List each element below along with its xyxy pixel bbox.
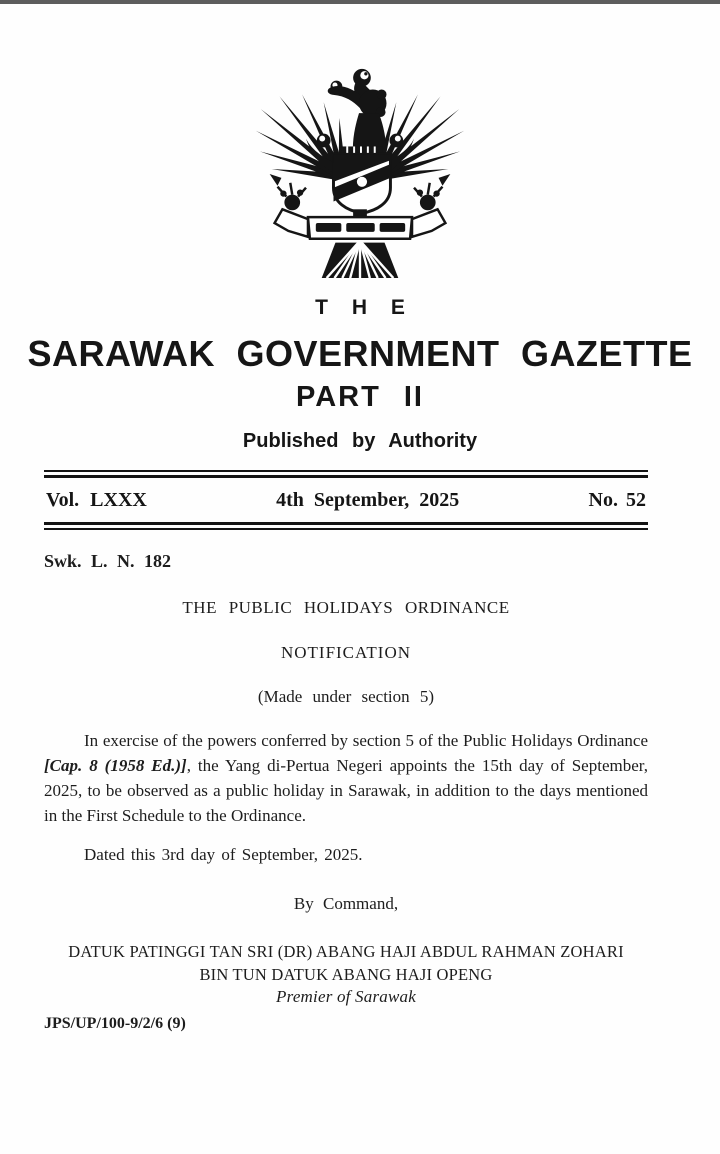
notice-paragraph: [44, 728, 648, 828]
sarawak-coat-of-arms-icon: [237, 62, 483, 280]
issue-volume: Vol. LXXX: [46, 489, 147, 511]
photo-top-edge: [0, 0, 720, 4]
tail-fan: [322, 241, 399, 278]
masthead-published: Published by Authority: [242, 430, 478, 452]
signatory-title: Premier of Sarawak: [276, 987, 416, 1006]
by-command-line: By Command,: [293, 894, 399, 913]
dated-line: Dated this 3rd day of September, 2025.: [84, 845, 363, 864]
file-reference: JPS/UP/100-9/2/6 (9): [44, 1015, 186, 1032]
issue-number: No. 52: [588, 489, 646, 511]
notice-ref: Swk. L. N. 182: [44, 551, 172, 571]
made-under-section: (Made under section 5): [257, 687, 435, 706]
double-rule-bottom: [44, 522, 648, 530]
issue-row: [44, 478, 648, 522]
shield: [333, 154, 390, 219]
issue-date: 4th September, 2025: [276, 489, 460, 511]
hornbill-head: [328, 69, 387, 154]
signatory-name: [44, 940, 648, 1008]
double-rule-top: [44, 470, 648, 478]
masthead-the: T H E: [315, 296, 414, 319]
issue-band: [44, 470, 648, 530]
cap-reference: [Cap. 8 (1958 Ed.)]: [44, 756, 187, 775]
signatory-name-line2: BIN TUN DATUK ABANG HAJI OPENG: [199, 965, 493, 984]
masthead-title: SARAWAK GOVERNMENT GAZETTE: [27, 333, 693, 374]
masthead-part: PART II: [296, 381, 424, 413]
paragraph-text-1: In exercise of the powers conferred by section 5 of the Public Holidays Ordinance: [84, 731, 648, 750]
ordinance-title: THE PUBLIC HOLIDAYS ORDINANCE: [182, 598, 510, 617]
notice-body: [44, 551, 648, 1033]
paragraph-text-2: , the Yang di-Pertua Negeri appoints the 15th day of September, 2025, to be observed as a public holiday in Sarawak, in addition to the days mentioned in the First Schedule to the Ordinance.: [44, 756, 648, 825]
crest-container: [0, 62, 720, 285]
notification-heading: NOTIFICATION: [280, 643, 412, 662]
signatory-name-line1: DATUK PATINGGI TAN SRI (DR) ABANG HAJI ABDUL RAHMAN ZOHARI: [68, 942, 624, 961]
